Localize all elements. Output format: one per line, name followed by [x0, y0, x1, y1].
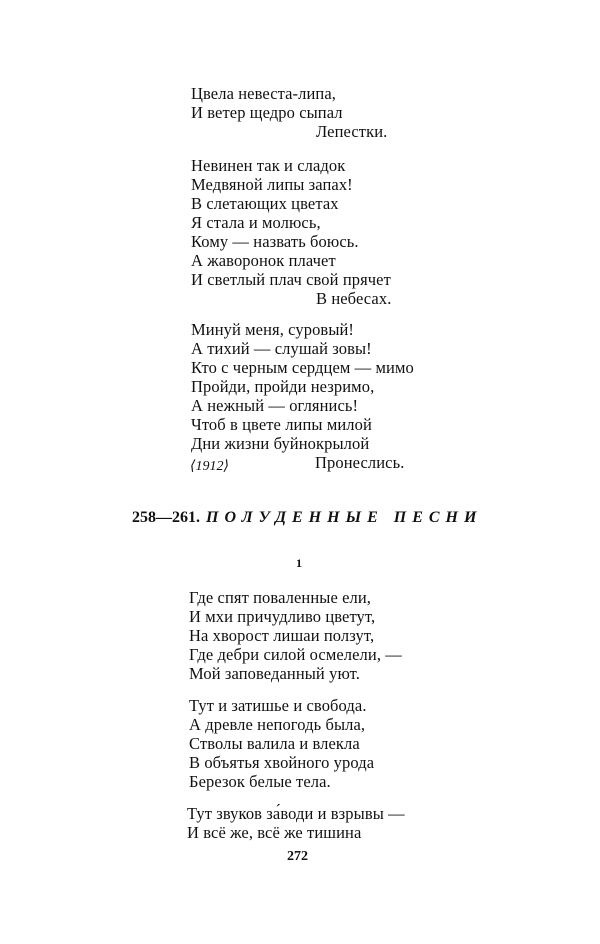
poem-line: Тут звуков за́води и взрывы —	[187, 804, 405, 823]
poem-line: Кто с черным сердцем — мимо	[191, 358, 414, 377]
poem-date: ⟨1912⟩	[190, 459, 229, 474]
poem-line: Дни жизни буйнокрылой	[191, 434, 370, 453]
poem-line: Где спят поваленные ели,	[189, 588, 372, 607]
poem-line: Чтоб в цвете липы милой	[191, 415, 372, 434]
section-heading	[132, 509, 482, 527]
poem-line: Где дебри силой осмелели, —	[189, 645, 402, 664]
poem-line: Я стала и молюсь,	[191, 213, 321, 232]
poem-line: И ветер щедро сыпал	[191, 103, 343, 122]
poem-line: Лепестки.	[316, 122, 388, 141]
poem-line: Минуй меня, суровый!	[191, 320, 355, 339]
poem-line: Мой заповеданный уют.	[189, 664, 360, 683]
poem-line: И всё же, всё же тишина	[187, 823, 362, 842]
poem-line: В небесах.	[316, 289, 392, 308]
poem-line: В объятья хвойного урода	[189, 753, 375, 772]
poem-line: Кому — назвать боюсь.	[191, 232, 359, 251]
section-number: 258—261.	[132, 509, 200, 526]
poem-line: В слетающих цветах	[191, 194, 339, 213]
page-number: 272	[287, 849, 308, 864]
poem-line: Тут и затишье и свобода.	[189, 696, 367, 715]
poem-number: 1	[296, 556, 302, 570]
poem-line: На хворост лишаи ползут,	[189, 626, 375, 645]
poem-line: Невинен так и сладок	[191, 156, 346, 175]
poem-line: И мхи причудливо цветут,	[189, 607, 376, 626]
poem-line: Медвяной липы запах!	[191, 175, 353, 194]
poem-line: Стволы валила и влекла	[189, 734, 360, 753]
poem-line: И светлый плач свой прячет	[191, 270, 391, 289]
poem-line: Березок белые тела.	[189, 772, 331, 791]
poem-line: А древле непогодь была,	[189, 715, 366, 734]
poem-line: Пройди, пройди незримо,	[191, 377, 375, 396]
poem-line: Пронеслись.	[315, 453, 405, 472]
poem-line: А тихий — слушай зовы!	[191, 339, 372, 358]
section-title: ПОЛУДЕННЫЕ ПЕСНИ	[206, 509, 483, 526]
poem-line: А нежный — оглянись!	[191, 396, 359, 415]
poem-line: А жаворонок плачет	[191, 251, 336, 270]
poem-line: Цвела невеста-липа,	[191, 84, 336, 103]
